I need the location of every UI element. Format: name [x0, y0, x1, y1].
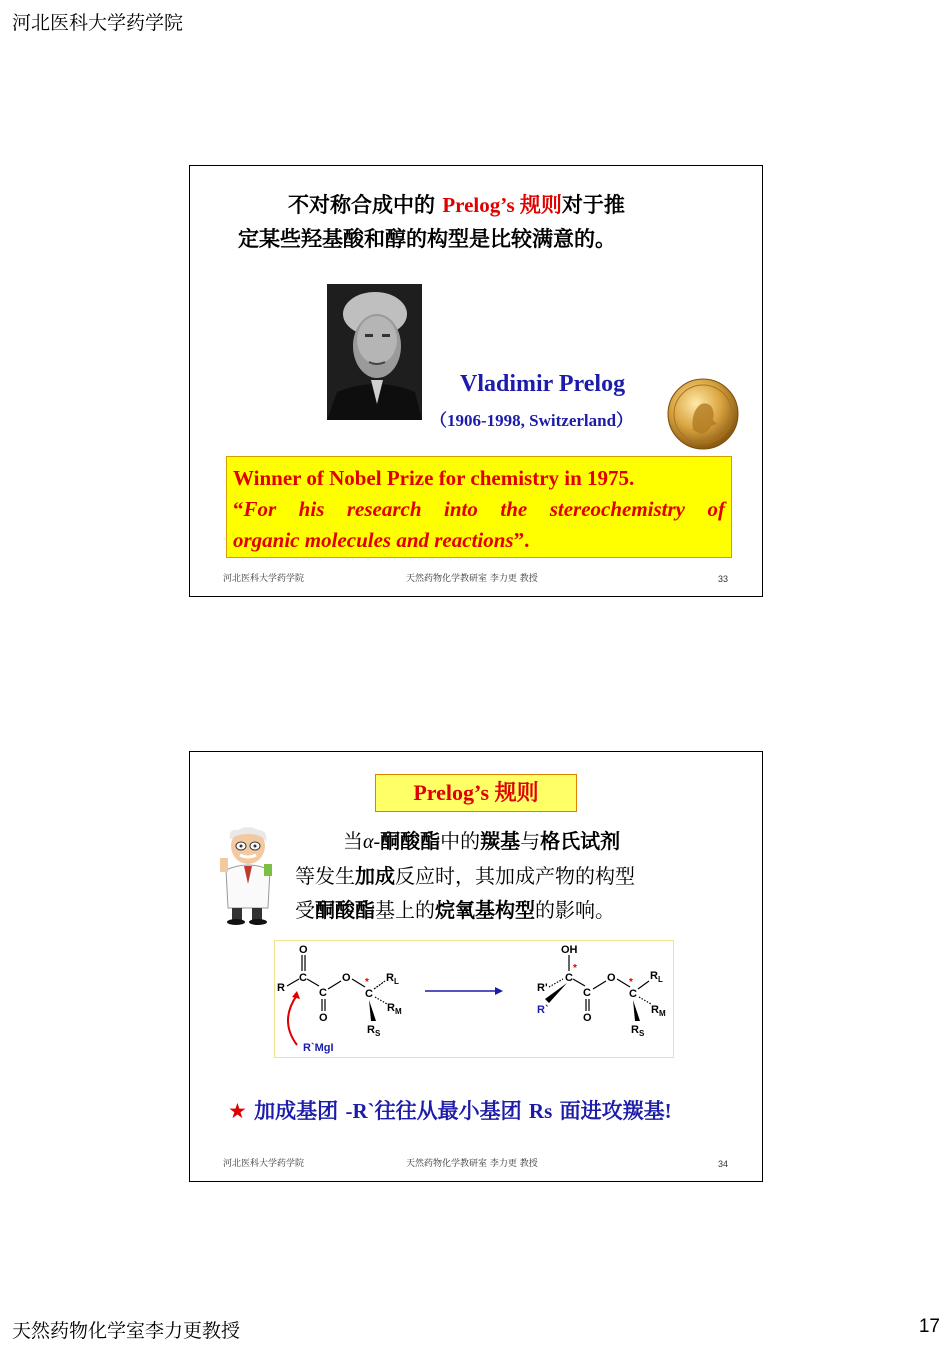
page-header: 河北医科大学药学院: [12, 12, 184, 34]
slide-33: [189, 165, 763, 597]
slide-number: 34: [717, 1159, 728, 1169]
page-footer-left: 天然药物化学室李力更教授: [12, 1320, 241, 1342]
scheme-label: R: [277, 982, 285, 994]
slide-footer-left: 河北医科大学药学院: [223, 1159, 305, 1169]
scheme-label: C: [583, 987, 591, 999]
slide-footer-left: 河北医科大学药学院: [223, 574, 305, 584]
scheme-label: O: [583, 1012, 592, 1024]
scheme-label: C: [365, 988, 373, 1000]
slide-34: [189, 751, 763, 1182]
scheme-label: R': [537, 982, 548, 994]
scientist-cartoon-icon: [218, 824, 276, 926]
prelog-portrait: [327, 284, 422, 420]
conclusion-text: ★ 加成基团 -R`往往从最小基团 Rs 面进攻羰基!: [228, 1099, 672, 1123]
grignard-reagent: R`MgI: [303, 1042, 334, 1054]
chiral-star: *: [573, 963, 577, 974]
scheme-label: $R_M$: [651, 1004, 666, 1018]
scheme-label: $R_L$: [650, 970, 663, 984]
nobel-prize-box: Winner of Nobel Prize for chemistry in 1975. “For his research into the stereochemistry of organic molecules and reactions”.: [226, 456, 732, 558]
prelog-rule-highlight: Prelog’s 规则: [442, 193, 562, 217]
scheme-label: OH: [561, 944, 578, 956]
intro-text: 不对称合成中的 Prelog’s 规则对于推 定某些羟基酸和醇的构型是比较满意的。: [238, 193, 625, 251]
slide-title: Prelog’s 规则: [375, 774, 577, 812]
scheme-label: O: [319, 1012, 328, 1024]
slide-number: 33: [717, 574, 728, 584]
nobel-medal-icon: [667, 378, 739, 450]
page-number: 17: [918, 1316, 940, 1337]
scheme-label: R`: [537, 1004, 549, 1016]
star-icon: ★: [228, 1099, 247, 1123]
scheme-label: $R_S$: [367, 1024, 381, 1038]
scheme-label: C: [319, 987, 327, 999]
prelog-dates: （1906-1998, Switzerland）: [430, 411, 634, 430]
chiral-star: *: [365, 977, 369, 988]
scheme-label: O: [607, 972, 616, 984]
scheme-label: $R_L$: [386, 972, 399, 986]
scheme-label: $R_S$: [631, 1024, 645, 1038]
scheme-label: $R_M$: [387, 1002, 402, 1016]
rule-description: 当α-酮酸酯中的羰基与格氏试剂 等发生加成反应时，其加成产物的构型 受酮酸酯基上的烷氧基构型的影响。: [295, 829, 635, 922]
slide-footer-center: 天然药物化学教研室 李力更 教授: [406, 574, 538, 584]
scheme-label: O: [342, 972, 351, 984]
chiral-star: *: [629, 977, 633, 988]
slide-footer-center: 天然药物化学教研室 李力更 教授: [406, 1159, 538, 1169]
scheme-label: O: [299, 944, 308, 956]
scheme-label: C: [565, 972, 573, 984]
prelog-name: Vladimir Prelog: [460, 371, 626, 397]
scheme-label: C: [629, 988, 637, 1000]
scheme-label: C: [299, 972, 307, 984]
reaction-scheme: [274, 940, 674, 1058]
